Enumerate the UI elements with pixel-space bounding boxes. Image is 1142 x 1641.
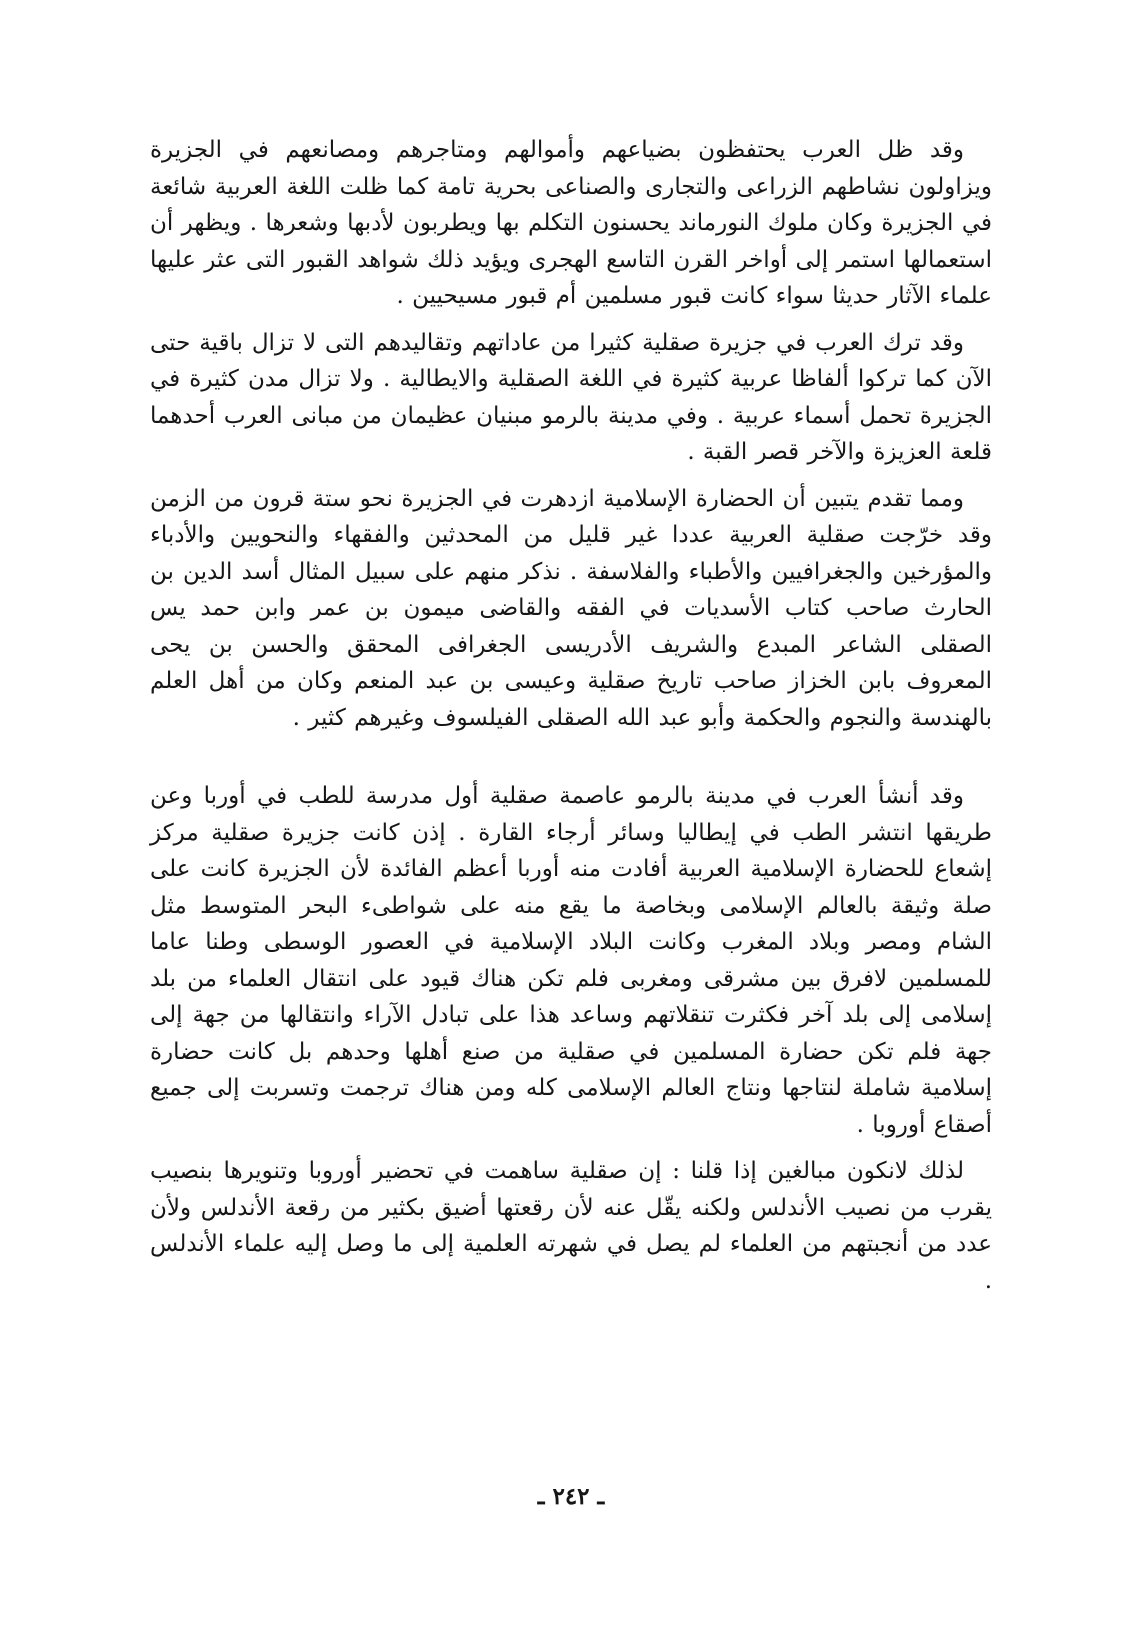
page-number: ـ ٢٤٢ ـ [537, 1483, 605, 1510]
paragraph-arab-property-language: وقد ظل العرب يحتفظون بضياعهم وأموالهم ومتاجرهم ومصانعهم في الجزيرة ويزاولون نشاطهم الزراعى والتجارى والصناعى بحرية تامة كما ظلت اللغة العربية شائعة في الجزيرة وكان ملوك النورماند يحسنون التكلم بها ويطربون لأدبها وشعرها . ويظهر أن استعمالها استمر إلى أواخر القرن التاسع الهجرى ويؤيد ذلك شواهد القبور التى عثر عليها علماء الآثار حديثا سواء كانت قبور مسلمين أم قبور مسيحيين . [150, 137, 992, 309]
paragraph-sicilian-scholars: ومما تقدم يتبين أن الحضارة الإسلامية ازدهرت في الجزيرة نحو ستة قرون من الزمن وقد خرّجت صقلية العربية عددا غير قليل من المحدثين والفقهاء والنحويين والأدباء والمؤرخين والجغرافيين والأطباء والفلاسفة . نذكر منهم على سبيل المثال أسد الدين بن الحارث صاحب كتاب الأسديات في الفقه والقاضى ميمون بن عمر وابن حمد يس الصقلى الشاعر المبدع والشريف الأدريسى الجغرافى المحقق والحسن بن يحى المعروف بابن الخزاز صاحب تاريخ صقلية وعيسى بن عبد المنعم وكان من أهل العلم بالهندسة والنجوم والحكمة وأبو عبد الله الصقلى الفيلسوف وغيرهم كثير . [150, 485, 992, 731]
paragraph-conclusion: لذلك لانكون مبالغين إذا قلنا : إن صقلية ساهمت في تحضير أوروبا وتنويرها بنصيب يقرب من نصيب الأندلس ولكنه يقّل عنه لأن رقعتها أضيق بكثير من رقعة الأندلس ولأن عدد من أنجبتهم من العلماء لم يصل في شهرته العلمية إلى ما وصل إليه علماء الأندلس . [150, 1158, 992, 1294]
document-page [150, 132, 992, 1299]
paragraph-arab-customs-legacy: وقد ترك العرب في جزيرة صقلية كثيرا من عاداتهم وتقاليدهم التى لا تزال باقية حتى الآن كما تركوا ألفاظا عربية كثيرة في اللغة الصقلية والايطالية . ولا تزال مدن كثيرة في الجزيرة تحمل أسماء عربية . وفي مدينة بالرمو مبنيان عظيمان من مبانى العرب أحدهما قلعة العزيزة والآخر قصر القبة . [150, 329, 992, 465]
paragraph-palermo-medicine-school: وقد أنشأ العرب في مدينة بالرمو عاصمة صقلية أول مدرسة للطب في أوربا وعن طريقها انتشر الطب في إيطاليا وسائر أرجاء القارة . إذن كانت جزيرة صقلية مركز إشعاع للحضارة الإسلامية العربية أفادت منه أوربا أعظم الفائدة لأن الجزيرة كانت على صلة وثيقة بالعالم الإسلامى وبخاصة ما يقع منه على شواطىء البحر المتوسط مثل الشام ومصر وبلاد المغرب وكانت البلاد الإسلامية في العصور الوسطى وطنا عاما للمسلمين لافرق بين مشرقى ومغربى فلم تكن هناك قيود على انتقال العلماء من بلد إسلامى إلى بلد آخر فكثرت تنقلاتهم وساعد هذا على تبادل الآراء وانتقالها من جهة إلى جهة فلم تكن حضارة المسلمين في صقلية من صنع أهلها وحدهم بل كانت حضارة إسلامية شاملة لنتاجها ونتاج العالم الإسلامى كله ومن هناك ترجمت وتسربت إلى جميع أصقاع أوروبا . [150, 783, 992, 1138]
